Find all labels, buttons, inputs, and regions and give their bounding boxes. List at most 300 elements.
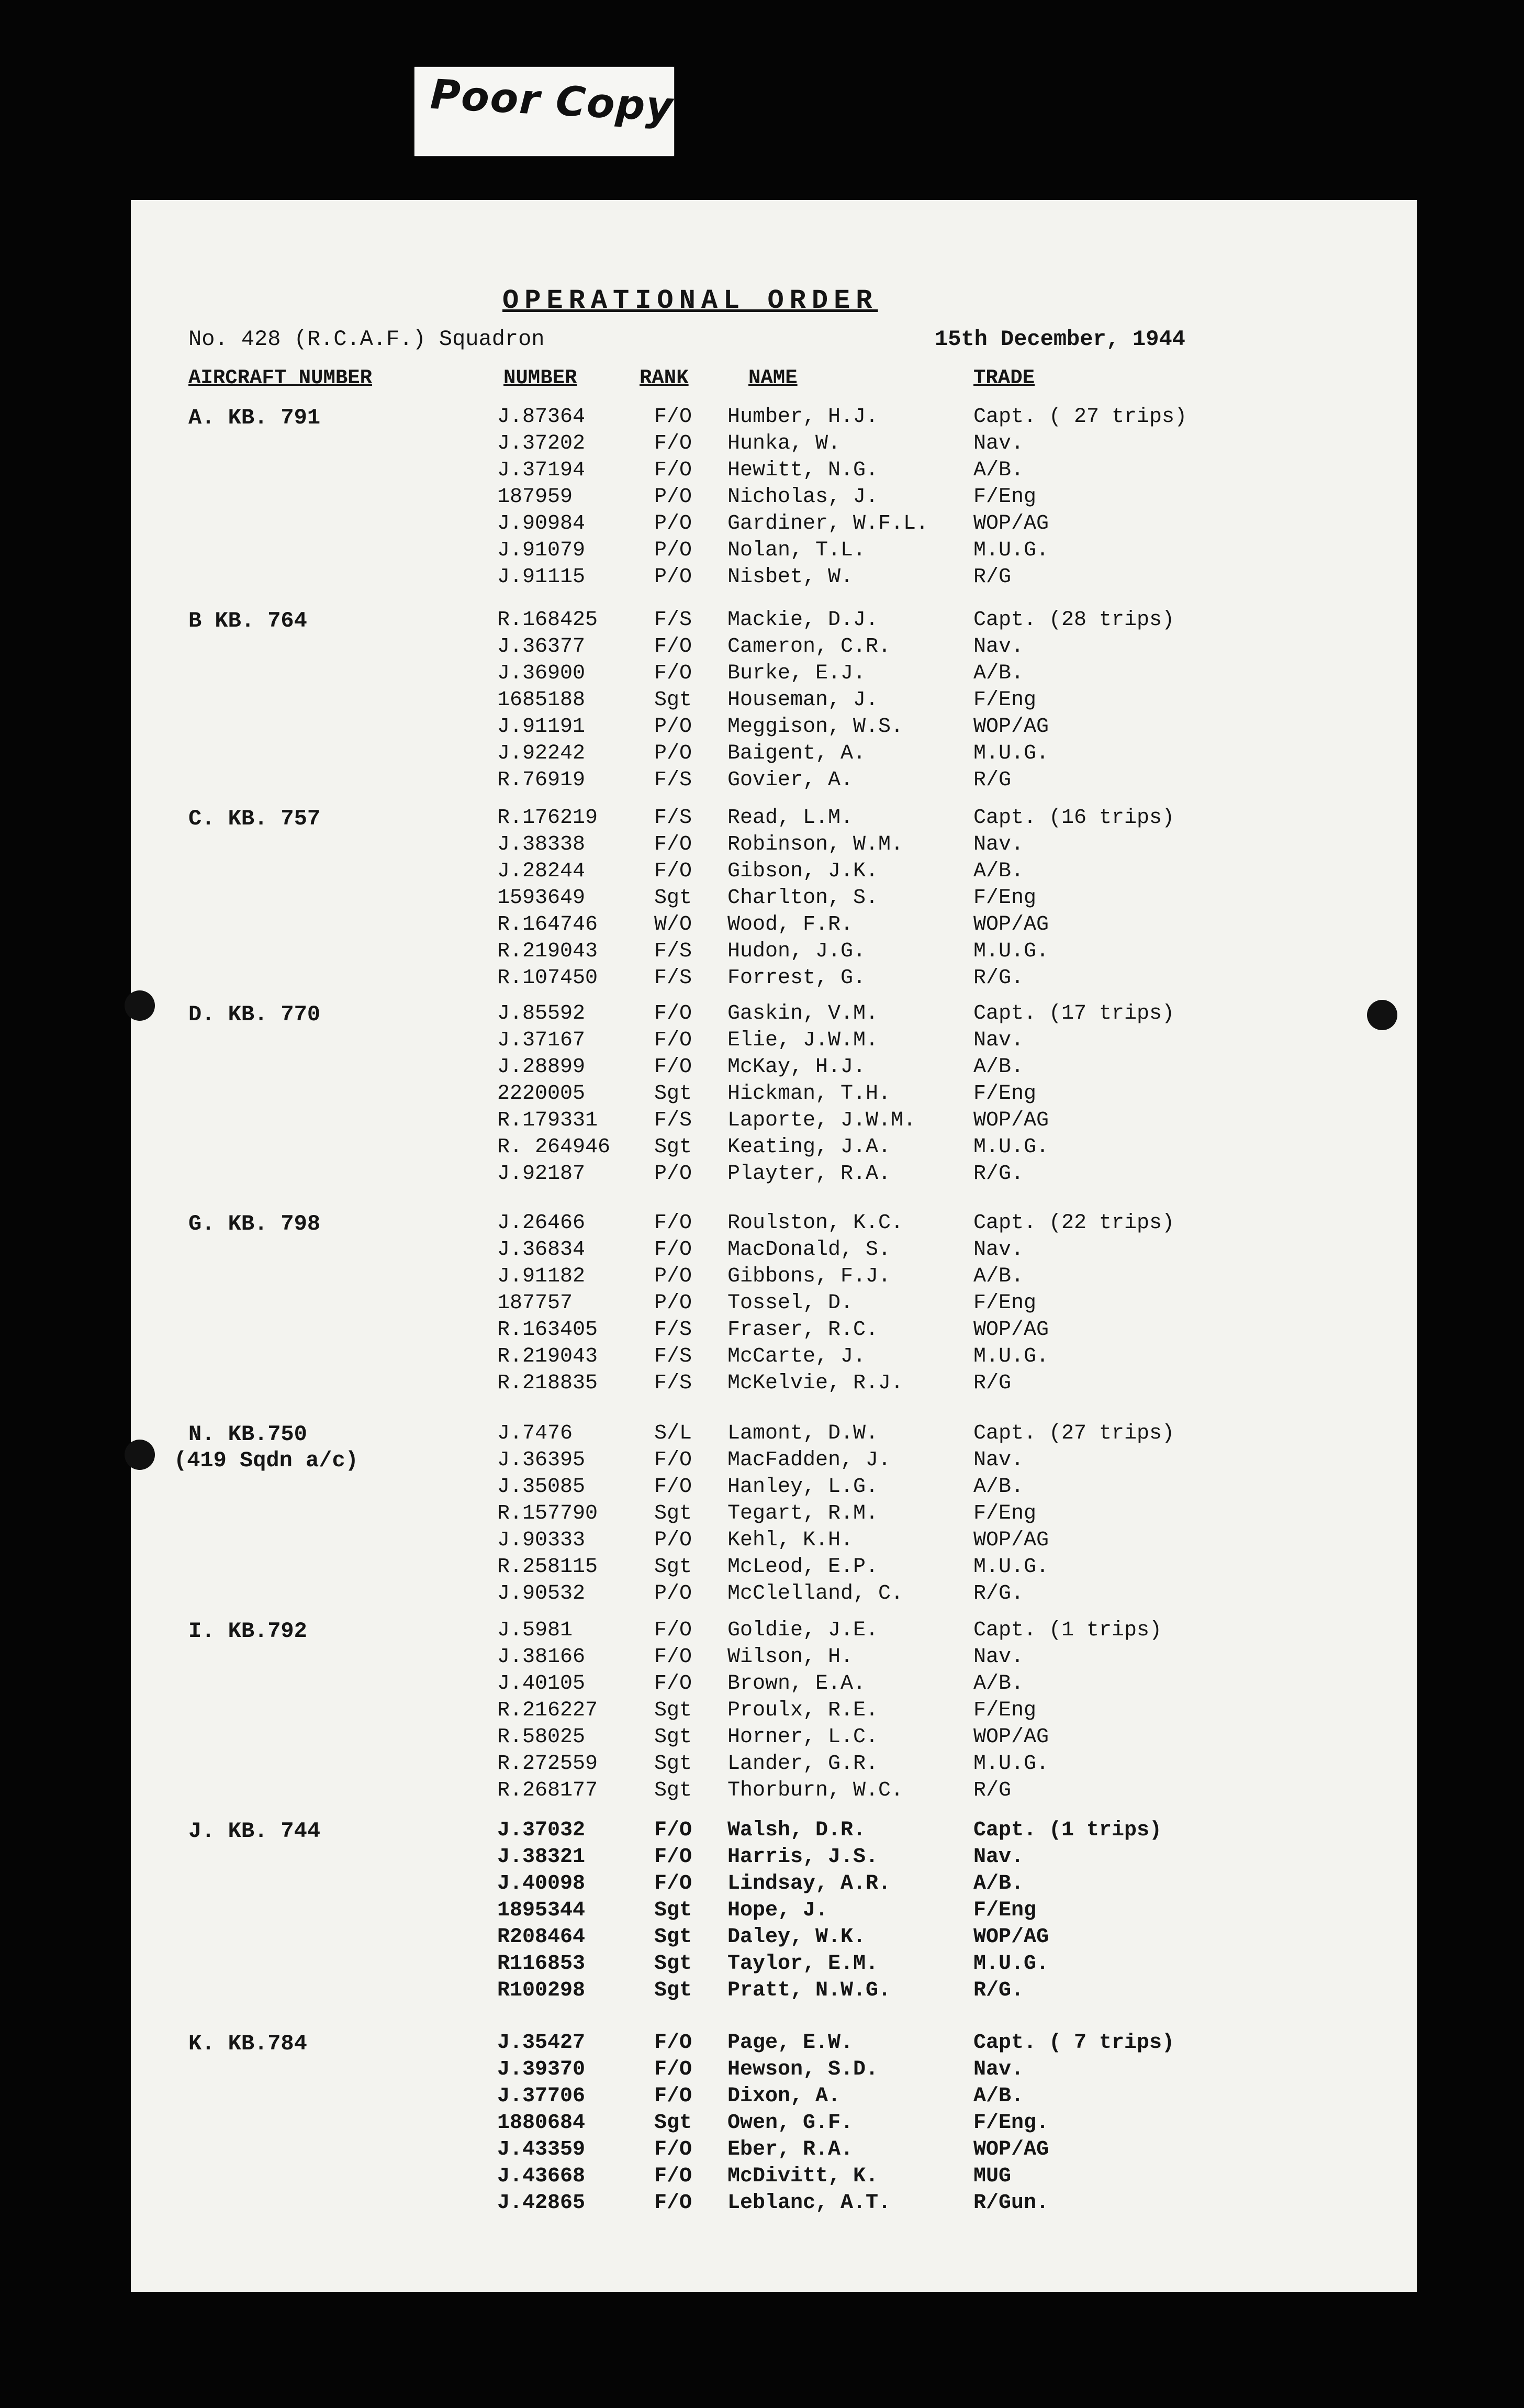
rank: F/O — [654, 1872, 692, 1896]
rank: F/O — [654, 1475, 692, 1499]
rank: Sgt — [654, 1555, 692, 1579]
service-number: J.5981 — [497, 1619, 573, 1642]
rank: F/O — [654, 1619, 692, 1642]
crew-member-row — [131, 1925, 1417, 1952]
rank: F/O — [654, 1448, 692, 1472]
service-number: R.219043 — [497, 940, 598, 963]
service-number: R. 264946 — [497, 1135, 611, 1159]
service-number: R100298 — [497, 1979, 586, 2002]
rank: Sgt — [654, 1779, 692, 1802]
crew-member-row — [131, 1055, 1417, 1082]
header-rank: RANK — [640, 366, 689, 389]
rank: Sgt — [654, 1725, 692, 1749]
trade: A/B. — [973, 1055, 1024, 1079]
rank: F/O — [654, 1029, 692, 1052]
service-number: R.164746 — [497, 913, 598, 937]
service-number: J.36395 — [497, 1448, 586, 1472]
crew-member-row — [131, 1619, 1417, 1645]
crew-name: Taylor, E.M. — [727, 1952, 879, 1976]
crew-member-row — [131, 715, 1417, 741]
document-title: OPERATIONAL ORDER — [502, 285, 878, 316]
crew-name: Brown, E.A. — [727, 1672, 866, 1696]
crew-name: Charlton, S. — [727, 886, 879, 910]
crew-member-row — [131, 2138, 1417, 2164]
rank: F/O — [654, 432, 692, 455]
rank: F/O — [654, 459, 692, 482]
trade: WOP/AG — [973, 1109, 1049, 1132]
crew-member-row — [131, 1422, 1417, 1448]
poor-copy-label — [414, 67, 674, 156]
trade: Nav. — [973, 635, 1024, 659]
crew-name: Keating, J.A. — [727, 1135, 891, 1159]
crew-name: Dixon, A. — [727, 2084, 841, 2108]
aircraft-number: B KB. 764 — [188, 608, 307, 633]
trade: F/Eng — [973, 1899, 1037, 1922]
crew-member-row — [131, 565, 1417, 592]
rank: F/O — [654, 2191, 692, 2215]
crew-name: Gibbons, F.J. — [727, 1265, 891, 1288]
service-number: R208464 — [497, 1925, 586, 1949]
crew-member-row — [131, 1002, 1417, 1028]
crew-name: Eber, R.A. — [727, 2138, 854, 2161]
service-number: J.43359 — [497, 2138, 586, 2161]
aircraft-number: J. KB. 744 — [188, 1819, 321, 1844]
rank: P/O — [654, 742, 692, 765]
crew-member-row — [131, 768, 1417, 795]
crew-member-row — [131, 913, 1417, 939]
rank: Sgt — [654, 1925, 692, 1949]
crew-member-row — [131, 405, 1417, 431]
crew-member-row — [131, 608, 1417, 634]
crew-member-row — [131, 966, 1417, 993]
crew-name: Elie, J.W.M. — [727, 1029, 879, 1052]
crew-member-row — [131, 1555, 1417, 1581]
trade: WOP/AG — [973, 1318, 1049, 1342]
rank: F/O — [654, 1055, 692, 1079]
rank: P/O — [654, 539, 692, 562]
crew-member-row — [131, 1672, 1417, 1698]
service-number: J.87364 — [497, 405, 586, 429]
rank: F/O — [654, 1819, 692, 1842]
crew-member-row — [131, 1135, 1417, 1162]
crew-member-row — [131, 1725, 1417, 1752]
trade: F/Eng — [973, 1502, 1037, 1525]
rank: Sgt — [654, 1502, 692, 1525]
trade: MUG — [973, 2165, 1012, 2188]
rank: F/O — [654, 662, 692, 685]
crew-member-row — [131, 2031, 1417, 2057]
crew-name: Laporte, J.W.M. — [727, 1109, 916, 1132]
service-number: J.35085 — [497, 1475, 586, 1499]
rank: F/S — [654, 608, 692, 632]
rank: F/O — [654, 1211, 692, 1235]
service-number: J.36834 — [497, 1238, 586, 1262]
crew-name: Walsh, D.R. — [727, 1819, 866, 1842]
rank: F/S — [654, 1318, 692, 1342]
service-number: J.90532 — [497, 1582, 586, 1606]
rank: P/O — [654, 485, 692, 509]
crew-member-row — [131, 1265, 1417, 1291]
crew-member-row — [131, 1979, 1417, 2005]
trade: M.U.G. — [973, 1752, 1049, 1776]
trade: M.U.G. — [973, 1555, 1049, 1579]
rank: P/O — [654, 1529, 692, 1552]
service-number: R.107450 — [497, 966, 598, 990]
service-number: J.26466 — [497, 1211, 586, 1235]
crew-name: Houseman, J. — [727, 688, 879, 712]
trade: Capt. (28 trips) — [973, 608, 1175, 632]
operational-order-document — [131, 200, 1417, 2292]
crew-name: Hanley, L.G. — [727, 1475, 879, 1499]
crew-name: Lander, G.R. — [727, 1752, 879, 1776]
trade: Nav. — [973, 833, 1024, 856]
crew-name: Hewson, S.D. — [727, 2058, 879, 2081]
crew-name: Forrest, G. — [727, 966, 866, 990]
rank: Sgt — [654, 688, 692, 712]
service-number: J.90984 — [497, 512, 586, 536]
crew-name: McKay, H.J. — [727, 1055, 866, 1079]
service-number: 1895344 — [497, 1899, 586, 1922]
crew-member-row — [131, 1952, 1417, 1978]
crew-name: Harris, J.S. — [727, 1845, 879, 1869]
header-trade: TRADE — [973, 366, 1035, 389]
trade: F/Eng — [973, 1291, 1037, 1315]
rank: F/O — [654, 2031, 692, 2055]
crew-member-row — [131, 1645, 1417, 1671]
rank: F/O — [654, 1845, 692, 1869]
trade: A/B. — [973, 1672, 1024, 1696]
header-number: NUMBER — [503, 366, 577, 389]
crew-name: Read, L.M. — [727, 806, 854, 830]
service-number: J.28244 — [497, 860, 586, 883]
trade: R/G. — [973, 1162, 1024, 1186]
crew-name: Hunka, W. — [727, 432, 841, 455]
trade: A/B. — [973, 1872, 1024, 1896]
squadron-line: No. 428 (R.C.A.F.) Squadron — [188, 327, 545, 352]
crew-name: Lindsay, A.R. — [727, 1872, 891, 1896]
crew-name: Horner, L.C. — [727, 1725, 879, 1749]
rank: Sgt — [654, 1952, 692, 1976]
aircraft-number: I. KB.792 — [188, 1619, 307, 1644]
aircraft-note: (419 Sqdn a/c) — [174, 1448, 358, 1473]
trade: R/G. — [973, 1979, 1024, 2002]
trade: M.U.G. — [973, 1952, 1049, 1976]
trade: R/G — [973, 1372, 1012, 1395]
trade: Nav. — [973, 2058, 1024, 2081]
rank: Sgt — [654, 1135, 692, 1159]
trade: Nav. — [973, 1029, 1024, 1052]
crew-member-row — [131, 1448, 1417, 1475]
crew-member-row — [131, 742, 1417, 768]
crew-name: Lamont, D.W. — [727, 1422, 879, 1445]
rank: P/O — [654, 1265, 692, 1288]
aircraft-number: K. KB.784 — [188, 2031, 307, 2056]
service-number: J.91079 — [497, 539, 586, 562]
crew-name: Robinson, W.M. — [727, 833, 904, 856]
crew-name: Humber, H.J. — [727, 405, 879, 429]
rank: Sgt — [654, 1699, 692, 1722]
crew-name: Gibson, J.K. — [727, 860, 879, 883]
service-number: 1880684 — [497, 2111, 586, 2135]
crew-name: Hope, J. — [727, 1899, 828, 1922]
service-number: J.91191 — [497, 715, 586, 739]
crew-member-row — [131, 1082, 1417, 1108]
rank: Sgt — [654, 1752, 692, 1776]
crew-name: Tossel, D. — [727, 1291, 854, 1315]
crew-member-row — [131, 1211, 1417, 1238]
crew-member-row — [131, 833, 1417, 859]
trade: A/B. — [973, 2084, 1024, 2108]
trade: R/G — [973, 565, 1012, 589]
crew-name: Gardiner, W.F.L. — [727, 512, 929, 536]
service-number: J.39370 — [497, 2058, 586, 2081]
crew-member-row — [131, 432, 1417, 458]
rank: F/O — [654, 1645, 692, 1669]
trade: M.U.G. — [973, 742, 1049, 765]
service-number: J.92187 — [497, 1162, 586, 1186]
rank: F/S — [654, 1372, 692, 1395]
crew-member-row — [131, 2111, 1417, 2137]
crew-name: Wilson, H. — [727, 1645, 854, 1669]
crew-name: Meggison, W.S. — [727, 715, 904, 739]
trade: WOP/AG — [973, 1925, 1049, 1949]
rank: P/O — [654, 715, 692, 739]
rank: Sgt — [654, 886, 692, 910]
aircraft-number: G. KB. 798 — [188, 1211, 321, 1236]
crew-member-row — [131, 1475, 1417, 1501]
service-number: J.38338 — [497, 833, 586, 856]
trade: M.U.G. — [973, 539, 1049, 562]
crew-name: Tegart, R.M. — [727, 1502, 879, 1525]
crew-member-row — [131, 1899, 1417, 1925]
trade: A/B. — [973, 860, 1024, 883]
trade: M.U.G. — [973, 940, 1049, 963]
trade: A/B. — [973, 662, 1024, 685]
trade: Capt. (1 trips) — [973, 1819, 1162, 1842]
service-number: J.37706 — [497, 2084, 586, 2108]
crew-name: Wood, F.R. — [727, 913, 854, 937]
trade: WOP/AG — [973, 512, 1049, 536]
trade: Capt. (16 trips) — [973, 806, 1175, 830]
crew-name: Daley, W.K. — [727, 1925, 866, 1949]
service-number: 187959 — [497, 485, 573, 509]
trade: F/Eng. — [973, 2111, 1049, 2135]
rank: F/O — [654, 405, 692, 429]
rank: F/O — [654, 2138, 692, 2161]
crew-name: Hickman, T.H. — [727, 1082, 891, 1106]
crew-member-row — [131, 2165, 1417, 2191]
crew-name: Mackie, D.J. — [727, 608, 879, 632]
trade: F/Eng — [973, 485, 1037, 509]
trade: WOP/AG — [973, 1529, 1049, 1552]
crew-member-row — [131, 1109, 1417, 1135]
crew-member-row — [131, 688, 1417, 715]
crew-name: Nicholas, J. — [727, 485, 879, 509]
service-number: R.163405 — [497, 1318, 598, 1342]
crew-name: Goldie, J.E. — [727, 1619, 879, 1642]
service-number: J.38321 — [497, 1845, 586, 1869]
crew-name: Nolan, T.L. — [727, 539, 866, 562]
crew-member-row — [131, 1291, 1417, 1318]
aircraft-number: N. KB.750 — [188, 1422, 307, 1447]
service-number: J.43668 — [497, 2165, 586, 2188]
service-number: R.268177 — [497, 1779, 598, 1802]
crew-member-row — [131, 459, 1417, 485]
crew-name: Fraser, R.C. — [727, 1318, 879, 1342]
service-number: J.36377 — [497, 635, 586, 659]
trade: F/Eng — [973, 1082, 1037, 1106]
service-number: 1593649 — [497, 886, 586, 910]
rank: P/O — [654, 565, 692, 589]
crew-name: MacFadden, J. — [727, 1448, 891, 1472]
service-number: J.36900 — [497, 662, 586, 685]
rank: W/O — [654, 913, 692, 937]
rank: Sgt — [654, 1082, 692, 1106]
trade: WOP/AG — [973, 913, 1049, 937]
service-number: R.218835 — [497, 1372, 598, 1395]
service-number: R.168425 — [497, 608, 598, 632]
service-number: J.40105 — [497, 1672, 586, 1696]
service-number: J.91115 — [497, 565, 586, 589]
trade: Capt. ( 27 trips) — [973, 405, 1187, 429]
service-number: R.58025 — [497, 1725, 586, 1749]
trade: M.U.G. — [973, 1345, 1049, 1368]
service-number: R.176219 — [497, 806, 598, 830]
crew-member-row — [131, 1238, 1417, 1264]
crew-name: McKelvie, R.J. — [727, 1372, 904, 1395]
rank: F/O — [654, 860, 692, 883]
crew-member-row — [131, 860, 1417, 886]
trade: R/G — [973, 1779, 1012, 1802]
crew-member-row — [131, 1779, 1417, 1805]
trade: M.U.G. — [973, 1135, 1049, 1159]
crew-member-row — [131, 1845, 1417, 1871]
crew-member-row — [131, 1582, 1417, 1608]
crew-name: McCarte, J. — [727, 1345, 866, 1368]
crew-name: Proulx, R.E. — [727, 1699, 879, 1722]
trade: F/Eng — [973, 1699, 1037, 1722]
trade: WOP/AG — [973, 1725, 1049, 1749]
service-number: R.216227 — [497, 1699, 598, 1722]
header-name: NAME — [748, 366, 798, 389]
crew-name: Nisbet, W. — [727, 565, 854, 589]
aircraft-number: D. KB. 770 — [188, 1002, 321, 1027]
service-number: J.28899 — [497, 1055, 586, 1079]
trade: Capt. (17 trips) — [973, 1002, 1175, 1025]
order-date: 15th December, 1944 — [935, 327, 1185, 352]
crew-name: McDivitt, K. — [727, 2165, 879, 2188]
crew-member-row — [131, 1819, 1417, 1845]
rank: P/O — [654, 1291, 692, 1315]
service-number: J.85592 — [497, 1002, 586, 1025]
rank: F/O — [654, 833, 692, 856]
rank: P/O — [654, 1582, 692, 1606]
crew-name: Hudon, J.G. — [727, 940, 866, 963]
rank: Sgt — [654, 1979, 692, 2002]
rank: F/O — [654, 2084, 692, 2108]
crew-member-row — [131, 2084, 1417, 2111]
service-number: J.92242 — [497, 742, 586, 765]
trade: Capt. (22 trips) — [973, 1211, 1175, 1235]
crew-name: Owen, G.F. — [727, 2111, 854, 2135]
crew-member-row — [131, 512, 1417, 538]
crew-name: Thorburn, W.C. — [727, 1779, 904, 1802]
crew-name: Baigent, A. — [727, 742, 866, 765]
crew-member-row — [131, 1318, 1417, 1344]
crew-member-row — [131, 1699, 1417, 1725]
service-number: J.90333 — [497, 1529, 586, 1552]
crew-name: Leblanc, A.T. — [727, 2191, 891, 2215]
rank: F/O — [654, 1002, 692, 1025]
service-number: R.179331 — [497, 1109, 598, 1132]
trade: Capt. ( 7 trips) — [973, 2031, 1175, 2055]
crew-name: Cameron, C.R. — [727, 635, 891, 659]
rank: Sgt — [654, 1899, 692, 1922]
crew-member-row — [131, 806, 1417, 832]
service-number: 187757 — [497, 1291, 573, 1315]
rank: F/S — [654, 1109, 692, 1132]
service-number: R116853 — [497, 1952, 586, 1976]
crew-name: Govier, A. — [727, 768, 854, 792]
service-number: J.7476 — [497, 1422, 573, 1445]
service-number: R.76919 — [497, 768, 586, 792]
crew-name: Hewitt, N.G. — [727, 459, 879, 482]
service-number: J.37167 — [497, 1029, 586, 1052]
trade: R/G — [973, 768, 1012, 792]
service-number: J.35427 — [497, 2031, 586, 2055]
rank: F/O — [654, 2165, 692, 2188]
trade: R/G. — [973, 1582, 1024, 1606]
crew-member-row — [131, 1502, 1417, 1528]
service-number: R.219043 — [497, 1345, 598, 1368]
trade: A/B. — [973, 459, 1024, 482]
trade: Capt. (1 trips) — [973, 1619, 1162, 1642]
crew-member-row — [131, 539, 1417, 565]
crew-member-row — [131, 1872, 1417, 1898]
service-number: J.38166 — [497, 1645, 586, 1669]
crew-member-row — [131, 940, 1417, 966]
trade: Nav. — [973, 1845, 1024, 1869]
poor-copy-text: Poor Copy — [429, 71, 675, 131]
rank: P/O — [654, 512, 692, 536]
service-number: J.91182 — [497, 1265, 586, 1288]
rank: F/S — [654, 966, 692, 990]
rank: S/L — [654, 1422, 692, 1445]
service-number: 2220005 — [497, 1082, 586, 1106]
crew-name: Burke, E.J. — [727, 662, 866, 685]
rank: P/O — [654, 1162, 692, 1186]
crew-name: McClelland, C. — [727, 1582, 904, 1606]
crew-member-row — [131, 886, 1417, 912]
aircraft-number: A. KB. 791 — [188, 405, 321, 430]
trade: WOP/AG — [973, 715, 1049, 739]
crew-name: Pratt, N.W.G. — [727, 1979, 891, 2002]
rank: F/O — [654, 635, 692, 659]
service-number: J.42865 — [497, 2191, 586, 2215]
service-number: J.40098 — [497, 1872, 586, 1896]
trade: R/Gun. — [973, 2191, 1049, 2215]
aircraft-number: C. KB. 757 — [188, 806, 321, 831]
service-number: J.37194 — [497, 459, 586, 482]
service-number: R.157790 — [497, 1502, 598, 1525]
crew-member-row — [131, 1162, 1417, 1188]
rank: F/S — [654, 1345, 692, 1368]
rank: F/S — [654, 768, 692, 792]
crew-member-row — [131, 1029, 1417, 1055]
crew-name: Roulston, K.C. — [727, 1211, 904, 1235]
crew-member-row — [131, 1529, 1417, 1555]
rank: Sgt — [654, 2111, 692, 2135]
